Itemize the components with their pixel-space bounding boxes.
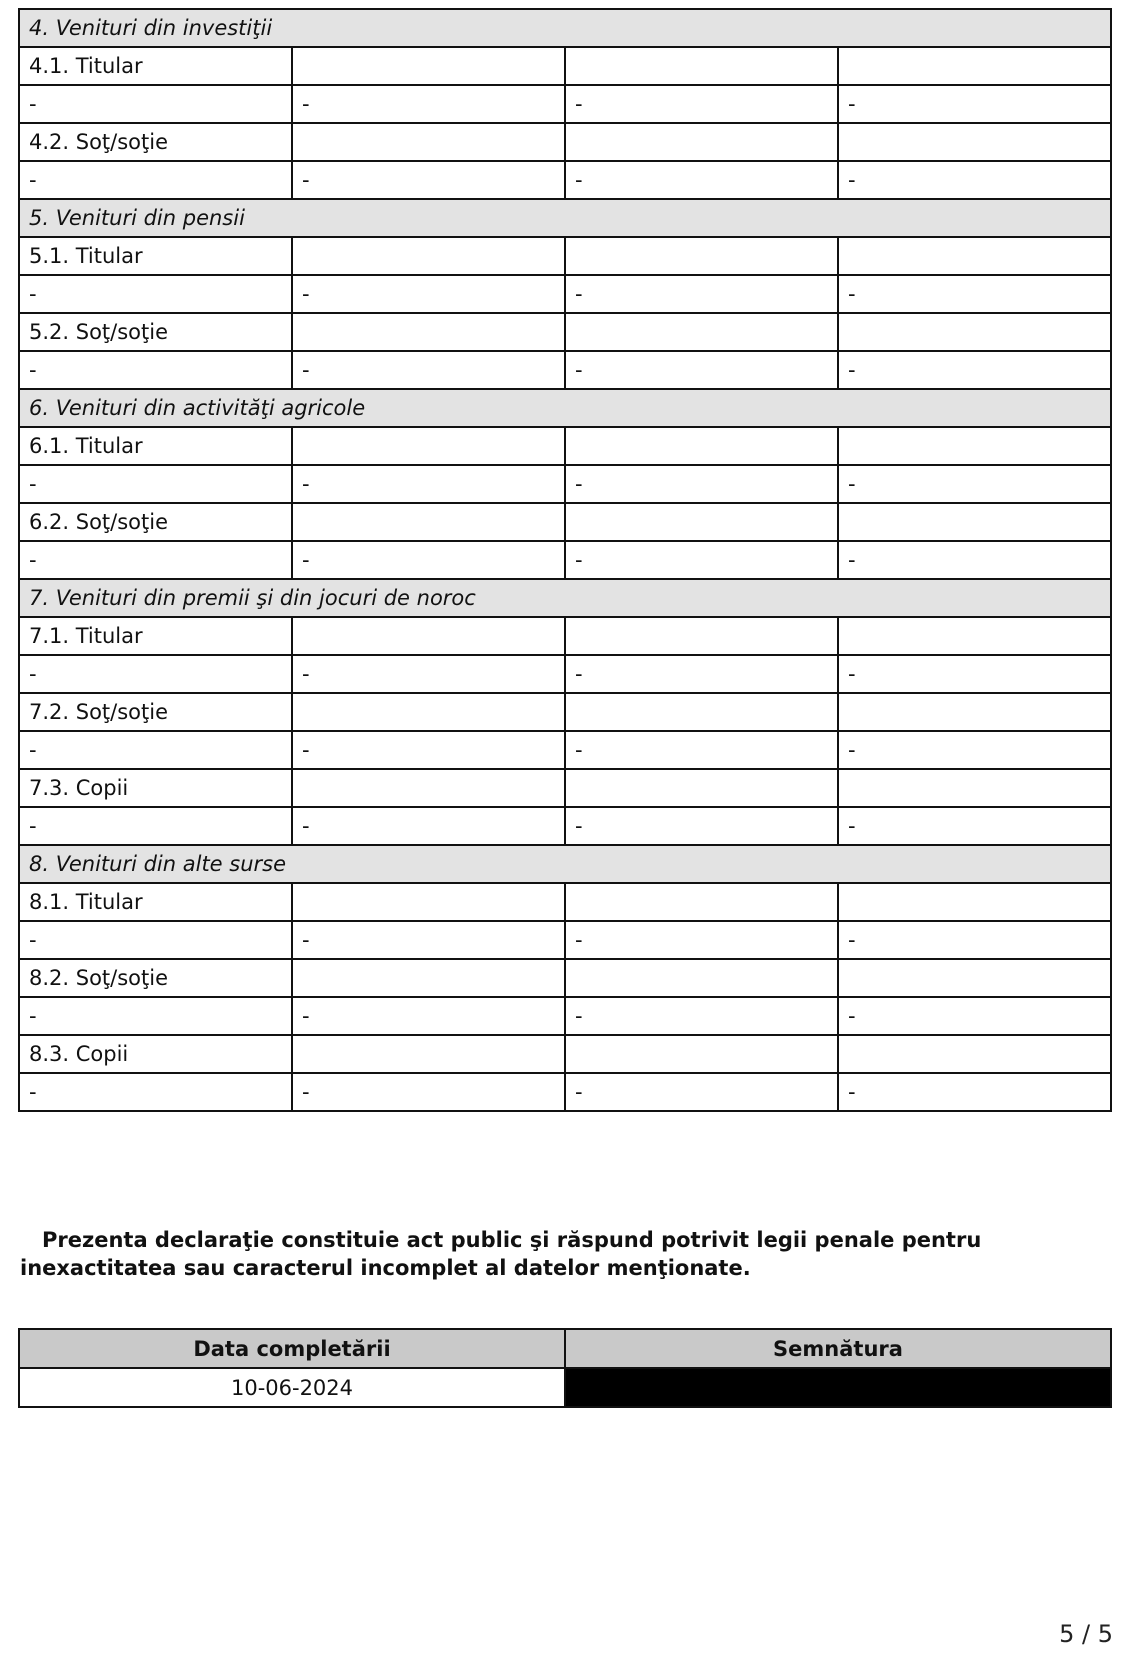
table-cell: - [838, 921, 1111, 959]
subsection-label-row [19, 123, 1111, 161]
subsection-label: 8.2. Soţ/soţie [19, 959, 292, 997]
subsection-label: 8.3. Copii [19, 1035, 292, 1073]
empty-cell [838, 959, 1111, 997]
empty-cell [838, 769, 1111, 807]
table-row [19, 161, 1111, 199]
table-cell: - [838, 1073, 1111, 1111]
table-cell: - [19, 997, 292, 1035]
empty-cell [292, 883, 565, 921]
table-cell: - [838, 807, 1111, 845]
table-row [19, 1073, 1111, 1111]
empty-cell [565, 883, 838, 921]
table-cell: - [292, 997, 565, 1035]
empty-cell [565, 959, 838, 997]
empty-cell [565, 617, 838, 655]
completion-date: 10-06-2024 [19, 1368, 565, 1407]
empty-cell [292, 123, 565, 161]
table-cell: - [838, 655, 1111, 693]
signature-redacted [565, 1368, 1111, 1407]
empty-cell [292, 313, 565, 351]
table-cell: - [292, 921, 565, 959]
table-cell: - [292, 85, 565, 123]
table-cell: - [292, 655, 565, 693]
table-cell: - [292, 161, 565, 199]
table-cell: - [565, 351, 838, 389]
table-cell: - [838, 465, 1111, 503]
table-cell: - [565, 1073, 838, 1111]
table-row [19, 351, 1111, 389]
signature-table [18, 1328, 1112, 1408]
table-cell: - [19, 351, 292, 389]
subsection-label: 7.3. Copii [19, 769, 292, 807]
empty-cell [292, 617, 565, 655]
empty-cell [565, 427, 838, 465]
table-cell: - [19, 465, 292, 503]
table-cell: - [19, 921, 292, 959]
empty-cell [838, 237, 1111, 275]
empty-cell [565, 503, 838, 541]
empty-cell [838, 427, 1111, 465]
subsection-label-row [19, 883, 1111, 921]
section-header-row [19, 579, 1111, 617]
table-cell: - [565, 161, 838, 199]
table-row [19, 921, 1111, 959]
empty-cell [838, 123, 1111, 161]
empty-cell [565, 123, 838, 161]
table-cell: - [292, 465, 565, 503]
section-heading: 7. Venituri din premii şi din jocuri de noroc [19, 579, 1111, 617]
empty-cell [292, 47, 565, 85]
empty-cell [838, 313, 1111, 351]
table-cell: - [19, 655, 292, 693]
empty-cell [565, 1035, 838, 1073]
empty-cell [292, 237, 565, 275]
section-header-row [19, 389, 1111, 427]
empty-cell [565, 237, 838, 275]
declaration-statement: Prezenta declaraţie constituie act public şi răspund potrivit legii penale pentru inexactitatea sau caracterul incomplet al datelor menţionate. [20, 1228, 982, 1280]
section-heading: 6. Venituri din activităţi agricole [19, 389, 1111, 427]
table-cell: - [19, 85, 292, 123]
empty-cell [565, 693, 838, 731]
income-table [18, 8, 1112, 1112]
table-cell: - [565, 655, 838, 693]
empty-cell [838, 693, 1111, 731]
signature-header: Semnătura [565, 1329, 1111, 1368]
section-heading: 4. Venituri din investiţii [19, 9, 1111, 47]
table-cell: - [565, 997, 838, 1035]
table-cell: - [565, 541, 838, 579]
table-cell: - [565, 465, 838, 503]
subsection-label-row [19, 503, 1111, 541]
table-cell: - [838, 731, 1111, 769]
table-cell: - [292, 1073, 565, 1111]
subsection-label-row [19, 617, 1111, 655]
table-row [19, 807, 1111, 845]
table-cell: - [19, 161, 292, 199]
subsection-label: 7.2. Soţ/soţie [19, 693, 292, 731]
empty-cell [292, 427, 565, 465]
subsection-label-row [19, 47, 1111, 85]
empty-cell [292, 693, 565, 731]
subsection-label: 6.1. Titular [19, 427, 292, 465]
subsection-label-row [19, 693, 1111, 731]
table-cell: - [565, 85, 838, 123]
table-cell: - [565, 731, 838, 769]
subsection-label: 4.2. Soţ/soţie [19, 123, 292, 161]
table-row [19, 85, 1111, 123]
subsection-label-row [19, 237, 1111, 275]
subsection-label: 5.1. Titular [19, 237, 292, 275]
empty-cell [838, 47, 1111, 85]
table-row [19, 997, 1111, 1035]
subsection-label-row [19, 769, 1111, 807]
table-cell: - [19, 807, 292, 845]
income-table-body [19, 9, 1111, 1111]
table-cell: - [838, 161, 1111, 199]
table-cell: - [838, 275, 1111, 313]
table-cell: - [838, 351, 1111, 389]
empty-cell [292, 503, 565, 541]
date-header: Data completării [19, 1329, 565, 1368]
subsection-label: 5.2. Soţ/soţie [19, 313, 292, 351]
section-header-row [19, 199, 1111, 237]
subsection-label: 6.2. Soţ/soţie [19, 503, 292, 541]
subsection-label-row [19, 427, 1111, 465]
table-cell: - [292, 541, 565, 579]
section-header-row [19, 9, 1111, 47]
empty-cell [838, 883, 1111, 921]
empty-cell [292, 1035, 565, 1073]
empty-cell [565, 769, 838, 807]
table-cell: - [19, 1073, 292, 1111]
subsection-label: 4.1. Titular [19, 47, 292, 85]
empty-cell [292, 959, 565, 997]
table-cell: - [838, 997, 1111, 1035]
page-number: 5 / 5 [1059, 1620, 1113, 1648]
subsection-label-row [19, 959, 1111, 997]
table-cell: - [565, 807, 838, 845]
table-cell: - [292, 351, 565, 389]
empty-cell [565, 47, 838, 85]
table-cell: - [838, 541, 1111, 579]
table-row [19, 465, 1111, 503]
subsection-label: 8.1. Titular [19, 883, 292, 921]
table-cell: - [19, 275, 292, 313]
section-heading: 5. Venituri din pensii [19, 199, 1111, 237]
empty-cell [565, 313, 838, 351]
table-cell: - [292, 731, 565, 769]
section-header-row [19, 845, 1111, 883]
table-cell: - [838, 85, 1111, 123]
empty-cell [838, 617, 1111, 655]
table-row [19, 275, 1111, 313]
table-row [19, 731, 1111, 769]
table-cell: - [565, 921, 838, 959]
subsection-label-row [19, 1035, 1111, 1073]
section-heading: 8. Venituri din alte surse [19, 845, 1111, 883]
empty-cell [838, 503, 1111, 541]
subsection-label: 7.1. Titular [19, 617, 292, 655]
table-cell: - [19, 731, 292, 769]
table-cell: - [292, 807, 565, 845]
empty-cell [292, 769, 565, 807]
empty-cell [838, 1035, 1111, 1073]
table-cell: - [565, 275, 838, 313]
table-cell: - [292, 275, 565, 313]
table-cell: - [19, 541, 292, 579]
table-row [19, 655, 1111, 693]
table-row [19, 541, 1111, 579]
subsection-label-row [19, 313, 1111, 351]
